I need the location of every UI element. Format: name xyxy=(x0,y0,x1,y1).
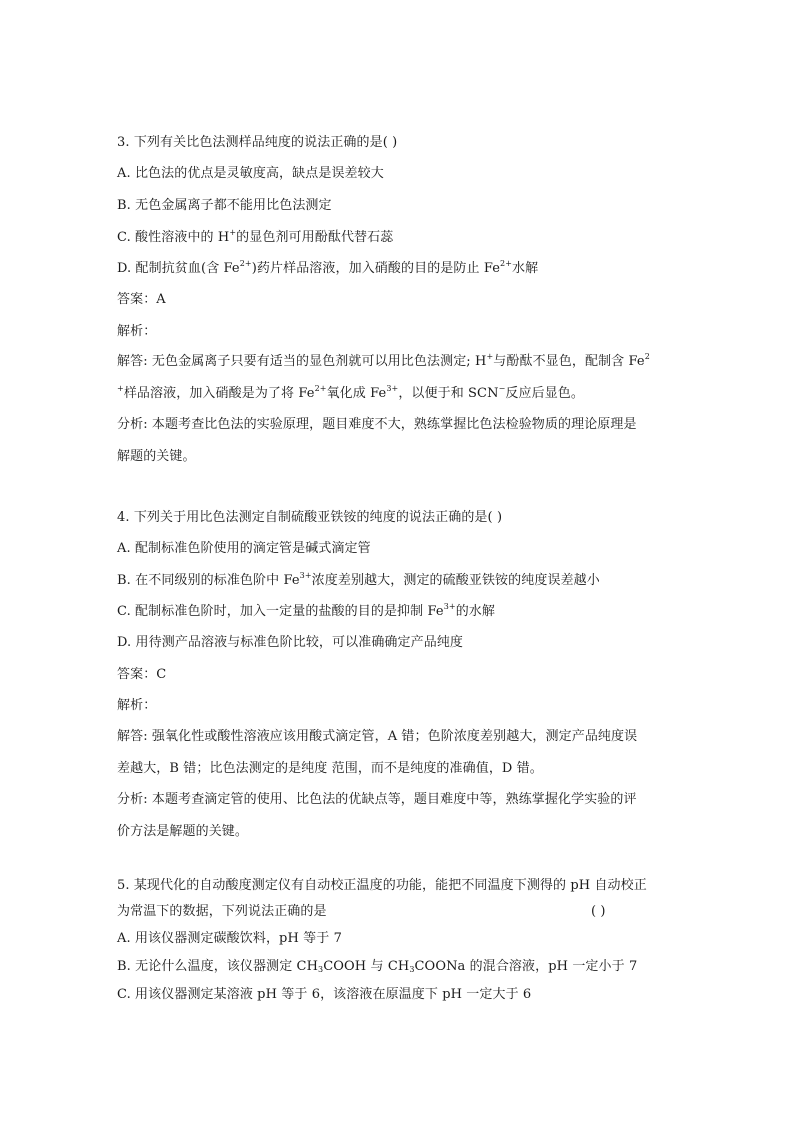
q4-option-d: D. 用待测产品溶液与标准色阶比较，可以准确确定产品纯度 xyxy=(117,635,464,650)
q5-stem-line2: 为常温下的数据，下列说法正确的是 ( ) xyxy=(117,902,327,922)
q4-stem: 4. 下列关于用比色法测定自制硫酸亚铁铵的纯度的说法正确的是( ) xyxy=(117,510,503,525)
q5-option-a: A. 用该仪器测定碳酸饮料，pH 等于 7 xyxy=(117,931,342,946)
q4-explanation-line1: 解答: 强氧化性或酸性溶液应该用酸式滴定管，A 错；色阶浓度差别越大，测定产品纯度误 xyxy=(117,729,638,744)
q4-analysis-label: 解析： xyxy=(117,698,157,713)
q4-analysis-line2: 价方法是解题的关键。 xyxy=(117,824,249,839)
q4-option-b: B. 在不同级别的标准色阶中 $Fe^{3+}$浓度差别越大，测定的硫酸亚铁铵的纯度误差越小 xyxy=(117,571,600,588)
q4-option-a: A. 配制标准色阶使用的滴定管是碱式滴定管 xyxy=(117,541,371,556)
q4-analysis-line1: 分析: 本题考查滴定管的使用、比色法的优缺点等，题目难度中等，熟练掌握化学实验的评 xyxy=(117,792,637,807)
q4-option-c: C. 配制标准色阶时，加入一定量的盐酸的目的是抑制 $Fe^{3+}$的水解 xyxy=(117,602,495,619)
q5-option-c: C. 用该仪器测定某溶液 pH 等于 6，该溶液在原温度下 pH 一定大于 6 xyxy=(117,987,532,1002)
q3-option-b: B. 无色金属离子都不能用比色法测定 xyxy=(117,198,332,213)
q4-answer: 答案：C xyxy=(117,667,167,682)
q5-stem-line1: 5. 某现代化的自动酸度测定仪有自动校正温度的功能，能把不同温度下测得的 pH 自动校正 xyxy=(117,878,647,893)
q3-option-a: A. 比色法的优点是灵敏度高，缺点是误差较大 xyxy=(117,166,384,181)
q3-analysis-label: 解析： xyxy=(117,324,157,339)
q3-option-d: D. 配制抗贫血(含 $Fe^{2+}$)药片样品溶液，加入硝酸的目的是防止 $Fe^{2+}$水解 xyxy=(117,259,539,276)
q5-option-b: B. 无论什么温度，该仪器测定 $CH_3COOH$ 与 $CH_3COONa$ 的混合溶液，pH 一定小于 7 xyxy=(117,959,638,974)
q3-explanation-line2: +样品溶液，加入硝酸是为了将 $Fe^{2+}$氧化成 $Fe^{3+}$，以便于和 SCN−反应后显色。 xyxy=(117,384,584,401)
q3-stem: 3. 下列有关比色法测样品纯度的说法正确的是( ) xyxy=(117,135,398,150)
q3-answer: 答案：A xyxy=(117,292,166,307)
q3-analysis-line1: 分析: 本题考查比色法的实验原理，题目难度不大，熟练掌握比色法检验物质的理论原理是 xyxy=(117,417,637,432)
q3-explanation-line1: 解答: 无色金属离子只要有适当的显色剂就可以用比色法测定; H+与酚酞不显色，配制含 Fe$^2$ xyxy=(117,352,650,369)
q4-explanation-line2: 差越大，B 错；比色法测定的是纯度 范围，而不是纯度的准确值，D 错。 xyxy=(117,761,543,776)
q3-analysis-line2: 解题的关键。 xyxy=(117,449,196,464)
q3-option-c: C. 酸性溶液中的 H+的显色剂可用酚酞代替石蕊 xyxy=(117,228,394,245)
q5-answer-blank: ( ) xyxy=(591,904,606,919)
